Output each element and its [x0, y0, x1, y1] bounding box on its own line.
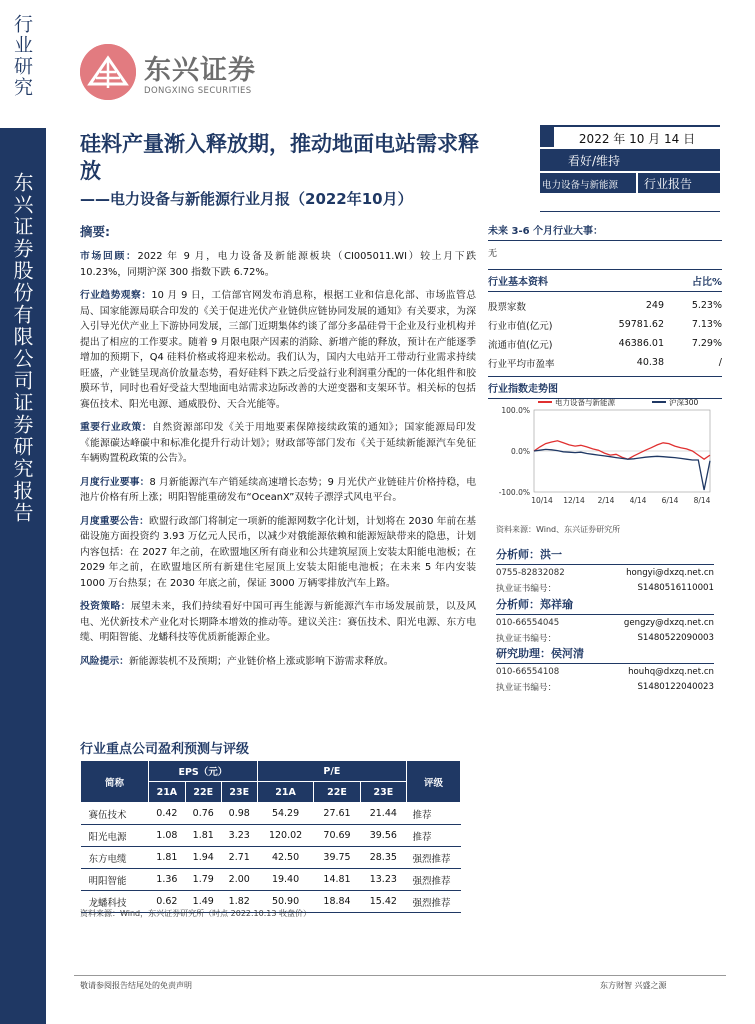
x-tick-label: 12/14	[563, 496, 585, 505]
head-name: 简称	[81, 761, 149, 803]
events-heading	[488, 222, 722, 241]
footer-slogan: 东方财智 兴盛之源	[600, 981, 667, 990]
analyst-card	[496, 546, 714, 595]
analyst-phone: 010-66554045	[496, 617, 560, 628]
report-title: 硅料产量渐入释放期，推动地面电站需求释放	[80, 132, 479, 183]
analyst-role: 分析师：	[496, 548, 540, 561]
x-tick-label: 4/14	[629, 496, 647, 505]
metric-cell: 39.75	[314, 847, 360, 869]
analyst-contact	[496, 615, 714, 630]
paragraph-head: 行业趋势观察：	[80, 290, 152, 301]
abstract-paragraphs	[80, 249, 476, 669]
paragraph-head: 投资策略：	[80, 601, 131, 612]
year-head: 21A	[257, 782, 314, 803]
table-source: 资料来源：Wind，东兴证券研究所（时点 2022.10.13 收盘价）	[80, 909, 311, 918]
metric-cell: 1.36	[149, 869, 186, 891]
paragraph-text: 10 月 9 日，工信部官网发布消息称，根据工业和信息化部、市场监管总局、国家能源局联合印发的《关于促进光伏产业链供应链协同发展的通知》有关要求，为深入引导光伏产业上下游协同发展，三部门近期集体约谈了部分多晶硅骨干企业及行业机构并提出了相应的工作要求。随着 9 月限电限产因素的消除、新增产能的释放，预计在产能逐季增加的预期下，Q4 硅料价格或将迎来松动。我们认为，国内大电站开工带动行业需求持续旺盛，产业链呈现高价放量态势，看好硅料下跌之后受益行业利润重分配的一体化组件和胶膜环节，同时也看好受益大型地面电站需求边际改善的大逆变器和支架环节。相关标的包括赛伍技术、阳光电源、通威股份、天合光能等。	[80, 290, 476, 410]
metric-cell: 54.29	[257, 803, 314, 825]
table-body	[81, 803, 461, 913]
paragraph-head: 风险提示：	[80, 655, 129, 667]
company-name: 阳光电源	[81, 825, 149, 847]
stats-list	[488, 292, 722, 372]
metric-cell: 39.56	[360, 825, 406, 847]
head-eps: EPS（元）	[149, 761, 258, 782]
metric-cell: 1.94	[185, 847, 221, 869]
index-trend-chart	[488, 392, 722, 516]
chart-svg	[488, 392, 722, 516]
year-head: 22E	[185, 782, 221, 803]
company-name: 赛伍技术	[81, 803, 149, 825]
company-name: 龙蟠科技	[81, 891, 149, 913]
analyst-name-line	[496, 645, 714, 664]
paragraph-strategy	[80, 599, 476, 646]
analyst-role: 研究助理：	[496, 647, 551, 660]
company-name: 东方电缆	[81, 847, 149, 869]
x-tick-label: 2/14	[597, 496, 615, 505]
trend-title: 行业指数走势图	[488, 384, 558, 395]
events-text: 无	[488, 249, 498, 259]
year-head: 23E	[221, 782, 257, 803]
logo-brand-en: DONGXING SECURITIES	[144, 86, 252, 96]
year-head: 23E	[360, 782, 406, 803]
company-name: 明阳智能	[81, 869, 149, 891]
x-tick-label: 8/14	[693, 496, 711, 505]
table-row	[81, 825, 461, 847]
cert-label: 执业证书编号：	[496, 583, 557, 594]
meta-divider	[540, 211, 720, 212]
analyst-role: 分析师：	[496, 598, 540, 611]
chart-source: 资料来源：Wind、东兴证券研究所	[496, 525, 621, 534]
analyst-name: 侯河清	[551, 647, 584, 660]
paragraph-text: 自然资源部印发《关于用地要素保障接续政策的通知》；国家能源局印发《能源碳达峰碳中和标准化提升行动计划》；财政部等部门发布《关于延续新能源汽车免征车辆购置税政策的公告》。	[80, 422, 476, 464]
x-tick-label: 6/14	[661, 496, 679, 505]
analyst-phone: 0755-82832082	[496, 567, 565, 578]
stat-value: 40.38	[636, 357, 664, 368]
metric-cell: 19.40	[257, 869, 314, 891]
paragraph-head: 重要行业政策：	[80, 422, 153, 433]
analyst-cert	[496, 679, 714, 694]
metric-cell: 13.23	[360, 869, 406, 891]
side-info-column	[488, 222, 722, 399]
report-type: 行业报告	[638, 173, 720, 193]
metric-cell: 21.44	[360, 803, 406, 825]
basic-info-heading	[488, 269, 722, 292]
series-line	[534, 449, 710, 490]
abstract-label: 摘要:	[80, 224, 110, 239]
paragraph-events	[80, 475, 476, 506]
stat-value: 59781.62	[618, 319, 664, 330]
metric-cell: 120.02	[257, 825, 314, 847]
paragraph-text: 展望未来，我们持续看好中国可再生能源与新能源汽车市场发展前景，以及风电、光伏新技术产业化对长期降本增效的推动等。建议关注：赛伍技术、阳光电源、东方电缆、明阳智能、龙蟠科技等优质新能源企业。	[80, 601, 477, 643]
analyst-name-line	[496, 546, 714, 565]
table-header-row	[81, 761, 461, 782]
metric-cell: 50.90	[257, 891, 314, 913]
analyst-email[interactable]: hongyi@dxzq.net.cn	[626, 567, 714, 578]
legend-label: 沪深300	[669, 398, 699, 407]
metric-cell: 1.82	[221, 891, 257, 913]
stat-pct: 5.23%	[691, 300, 722, 311]
rating-cell: 强烈推荐	[407, 891, 461, 913]
analyst-phone: 010-66554108	[496, 666, 560, 677]
metric-cell: 27.61	[314, 803, 360, 825]
metric-cell: 0.98	[221, 803, 257, 825]
analyst-contact	[496, 664, 714, 679]
paragraph-head: 月度重要公告：	[80, 515, 150, 527]
metric-cell: 0.62	[149, 891, 186, 913]
paragraph-text: 新能源装机不及预期；产业链价格上涨或影响下游需求释放。	[128, 655, 394, 667]
metric-cell: 0.42	[149, 803, 186, 825]
table-row	[81, 803, 461, 825]
metric-cell: 42.50	[257, 847, 314, 869]
cert-number: S1480522090003	[637, 632, 714, 643]
analyst-email[interactable]: houhq@dxzq.net.cn	[628, 666, 714, 677]
analyst-contact	[496, 565, 714, 580]
x-tick-label: 10/14	[531, 496, 553, 505]
side-bar-label: 东兴证券股份有限公司证券研究报告	[10, 172, 34, 524]
head-rating: 评级	[407, 761, 461, 803]
metric-cell: 2.71	[221, 847, 257, 869]
metric-cell: 1.79	[185, 869, 221, 891]
metric-cell: 14.81	[314, 869, 360, 891]
rating-cell: 强烈推荐	[407, 869, 461, 891]
stat-row	[488, 296, 722, 315]
metric-cell: 0.76	[185, 803, 221, 825]
paragraph-trend	[80, 288, 476, 412]
analyst-card	[496, 596, 714, 645]
stat-label: 流通市值(亿元)	[488, 339, 553, 351]
footer-divider	[74, 975, 726, 976]
paragraph-text: 2022 年 9 月，电力设备及新能源板块（CI005011.WI）较上月下跌 10.23%，同期沪深 300 指数下跌 6.72%。	[80, 251, 477, 278]
side-category	[0, 0, 46, 128]
paragraph-risk	[80, 654, 476, 670]
industry-rating: 看好/维持	[540, 149, 720, 171]
paragraph-head: 市场回顾：	[80, 251, 138, 262]
metric-cell: 2.00	[221, 869, 257, 891]
metric-cell: 1.81	[149, 847, 186, 869]
series-line	[534, 441, 710, 459]
rating-cell: 强烈推荐	[407, 847, 461, 869]
cert-number: S1480122040023	[637, 681, 714, 692]
company-logo	[80, 44, 280, 102]
stat-pct: 7.29%	[691, 338, 722, 349]
stat-pct: 7.13%	[691, 319, 722, 330]
metric-cell: 18.84	[314, 891, 360, 913]
legend-label: 电力设备与新能源	[555, 398, 615, 407]
abstract-section	[80, 222, 476, 677]
side-bar	[0, 128, 46, 1024]
paragraph-head: 月度行业要事：	[80, 476, 150, 488]
report-subtitle: ——电力设备与新能源行业月报（2022年10月）	[80, 190, 413, 208]
paragraph-announcement	[80, 514, 476, 592]
metric-cell: 1.49	[185, 891, 221, 913]
paragraph-market-review	[80, 249, 476, 280]
year-head: 22E	[314, 782, 360, 803]
cert-label: 执业证书编号：	[496, 682, 557, 693]
report-date: 2022 年 10 月 14 日	[540, 125, 720, 147]
analyst-cert	[496, 630, 714, 645]
rating-cell: 推荐	[407, 825, 461, 847]
stat-row	[488, 315, 722, 334]
basic-info-pct-head: 占比%	[691, 277, 722, 288]
stat-row	[488, 334, 722, 353]
paragraph-policy	[80, 420, 476, 467]
metric-cell: 1.08	[149, 825, 186, 847]
footer-disclaimer: 敬请参阅报告结尾处的免责声明	[80, 981, 192, 990]
side-category-label: 行业研究	[11, 14, 33, 98]
basic-info-title: 行业基本资料	[488, 277, 548, 288]
stat-value: 46386.01	[618, 338, 664, 349]
profit-forecast-table	[80, 760, 461, 913]
analyst-email[interactable]: gengzy@dxzq.net.cn	[623, 617, 714, 628]
table-row	[81, 847, 461, 869]
analyst-name: 郑祥瑜	[540, 598, 573, 611]
stat-label: 股票家数	[488, 301, 527, 313]
industry-name: 电力设备与新能源	[540, 173, 636, 193]
analyst-card	[496, 645, 714, 694]
metric-cell: 15.42	[360, 891, 406, 913]
stat-label: 行业平均市盈率	[488, 358, 555, 370]
metric-cell: 1.81	[185, 825, 221, 847]
cert-label: 执业证书编号：	[496, 633, 557, 644]
report-meta-block	[540, 125, 720, 213]
table-row	[81, 869, 461, 891]
analyst-name: 洪一	[540, 548, 562, 561]
logo-brand-text: 东兴证券	[144, 55, 256, 86]
metric-cell: 70.69	[314, 825, 360, 847]
y-tick-label: 100.0%	[501, 406, 530, 415]
metric-cell: 28.35	[360, 847, 406, 869]
rating-cell: 推荐	[407, 803, 461, 825]
logo-mark-icon	[80, 44, 136, 100]
y-tick-label: -100.0%	[498, 488, 530, 497]
analyst-cert	[496, 580, 714, 595]
table-title: 行业重点公司盈利预测与评级	[80, 742, 250, 757]
y-tick-label: 0.0%	[510, 447, 530, 456]
events-title: 未来 3-6 个月行业大事：	[488, 226, 604, 237]
head-pe: P/E	[257, 761, 406, 782]
cert-number: S1480516110001	[637, 582, 714, 593]
metric-cell: 3.23	[221, 825, 257, 847]
analyst-name-line	[496, 596, 714, 615]
stat-pct: /	[718, 357, 722, 368]
paragraph-text: 欧盟行政部门将制定一项新的能源网数字化计划，计划将在 2030 年前在基础设施方面投资约 3.93 万亿元人民币，以减少对俄能源依赖和能源短缺带来的隐患，计划内容包括：在 2027 年之前，在欧盟地区所有商业和公共建筑屋顶上安装太阳能电池板；在 2029 年之前，在欧盟地区所有新建住宅屋顶上安装太阳能电池板；在未来 5 年内安装 1000 万台热泵；在 2030 年底之前，保证 3000 万辆零排放汽车上路。	[80, 515, 476, 589]
stat-row	[488, 353, 722, 372]
stat-label: 行业市值(亿元)	[488, 320, 553, 332]
year-head: 21A	[149, 782, 186, 803]
paragraph-text: 8 月新能源汽车产销延续高速增长态势；9 月光伏产业链硅片价格持稳，电池片价格有所上涨；明阳智能重磅发布“OceanX”双转子漂浮式风电平台。	[80, 476, 477, 503]
stat-value: 249	[645, 300, 664, 311]
